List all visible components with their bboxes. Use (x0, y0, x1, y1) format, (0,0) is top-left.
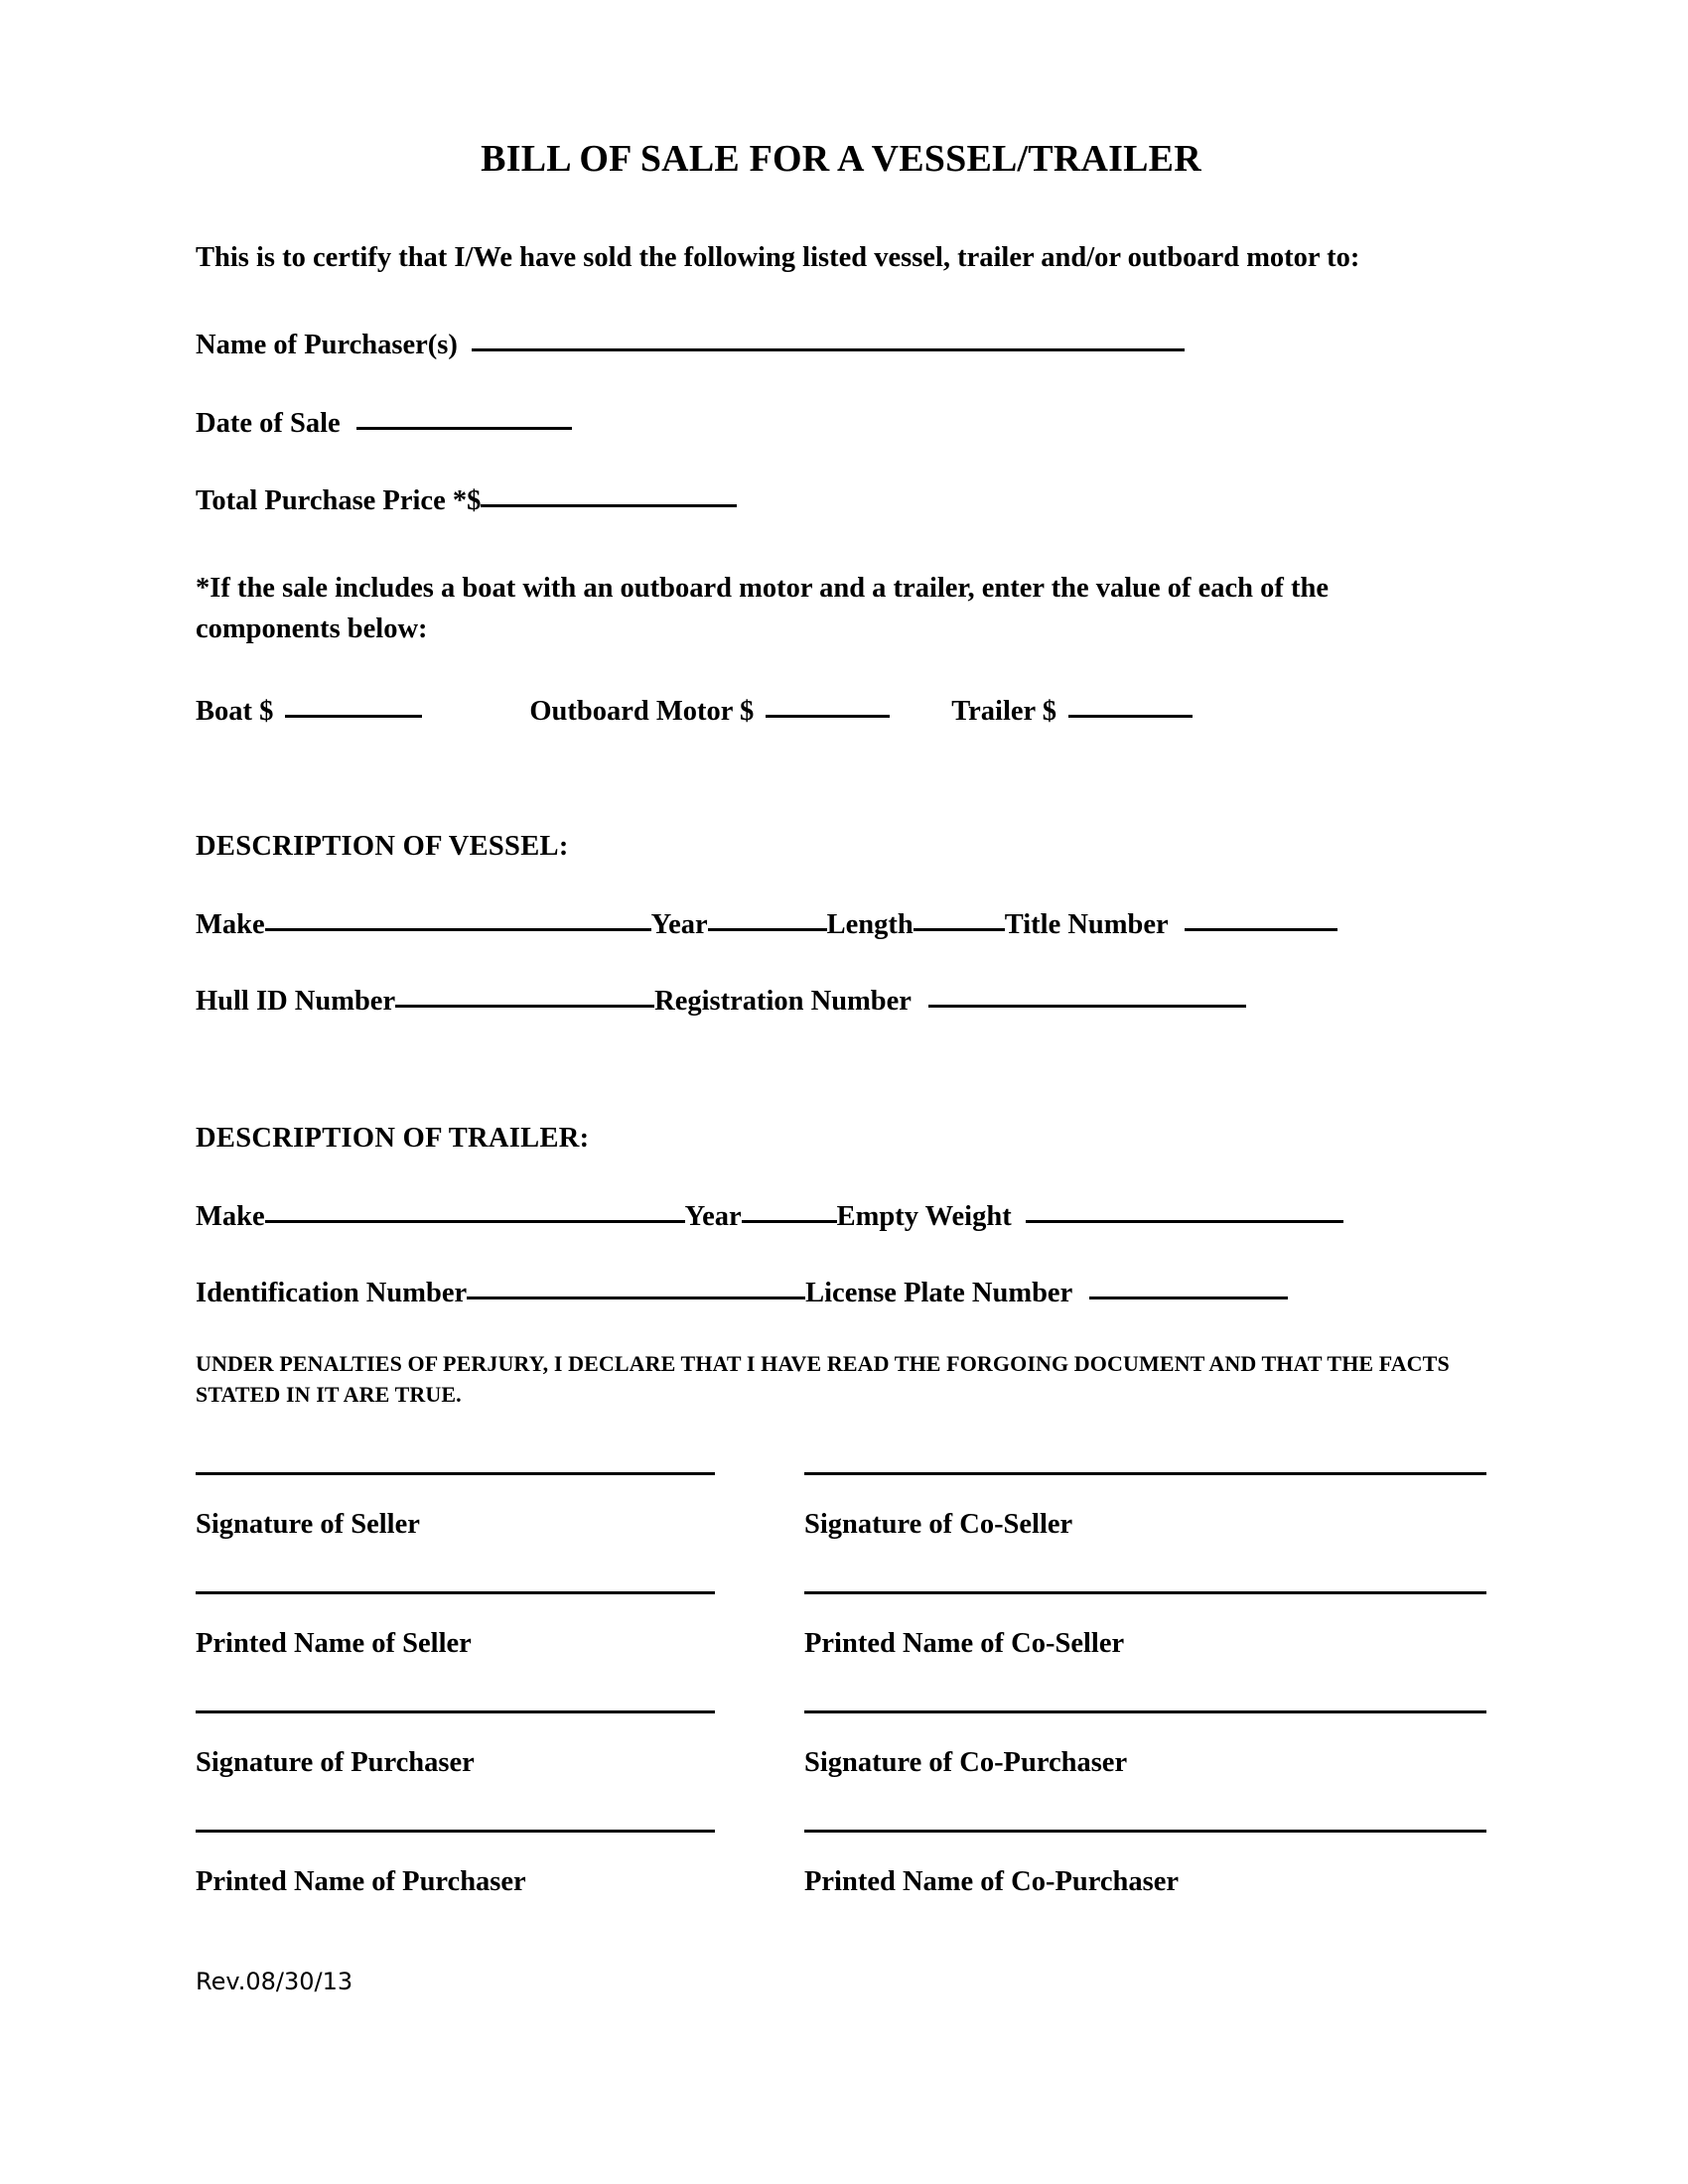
signature-cell (804, 1472, 1486, 1541)
signature-row (196, 1591, 1486, 1660)
field-row-trailer-make (196, 1198, 1486, 1236)
license-plate-input[interactable] (1089, 1297, 1288, 1299)
revision-footer: Rev.08/30/13 (196, 1967, 353, 1995)
purchaser-input[interactable] (472, 348, 1185, 351)
trailer-empty-weight-label: Empty Weight (836, 1200, 1012, 1232)
vessel-year-label: Year (650, 908, 708, 940)
signature-of-seller-input[interactable] (196, 1472, 715, 1475)
field-row-purchaser (196, 327, 1486, 364)
vessel-section-heading: DESCRIPTION OF VESSEL: (196, 830, 569, 862)
license-plate-label: License Plate Number (805, 1278, 1073, 1309)
field-row-trailer-identification (196, 1275, 1486, 1312)
printed-name-of-purchaser-input[interactable] (196, 1830, 715, 1833)
signature-of-co-purchaser-input[interactable] (804, 1710, 1486, 1713)
printed-name-of-co-purchaser-input[interactable] (804, 1830, 1486, 1833)
signature-row (196, 1472, 1486, 1541)
trailer-section-heading: DESCRIPTION OF TRAILER: (196, 1122, 590, 1154)
signature-of-purchaser-input[interactable] (196, 1710, 715, 1713)
boat-value-label: Boat $ (196, 696, 274, 728)
printed-name-of-co-seller-caption: Printed Name of Co-Seller (804, 1627, 1125, 1659)
boat-value-input[interactable] (285, 715, 422, 718)
signature-blocks (196, 1472, 1486, 1898)
printed-name-of-co-purchaser-caption: Printed Name of Co-Purchaser (804, 1865, 1180, 1897)
signature-of-co-seller-caption: Signature of Co-Seller (804, 1508, 1073, 1540)
vessel-make-input[interactable] (265, 928, 651, 931)
vessel-make-label: Make (196, 908, 265, 940)
vessel-year-input[interactable] (708, 928, 827, 931)
vessel-title-number-input[interactable] (1185, 928, 1337, 931)
trailer-identification-input[interactable] (467, 1297, 805, 1299)
vessel-title-number-label: Title Number (1004, 908, 1169, 940)
printed-name-of-purchaser-caption: Printed Name of Purchaser (196, 1865, 526, 1897)
trailer-make-input[interactable] (265, 1220, 685, 1223)
signature-cell (804, 1591, 1486, 1660)
signature-of-seller-caption: Signature of Seller (196, 1508, 420, 1540)
signature-cell (196, 1472, 804, 1541)
field-row-date-of-sale (196, 405, 1486, 443)
outboard-motor-value-label: Outboard Motor $ (529, 696, 755, 728)
date-of-sale-label: Date of Sale (196, 407, 341, 439)
trailer-year-label: Year (684, 1200, 742, 1232)
printed-name-of-co-seller-input[interactable] (804, 1591, 1486, 1594)
signature-cell (804, 1830, 1486, 1898)
printed-name-of-seller-caption: Printed Name of Seller (196, 1627, 472, 1659)
field-row-component-values (196, 693, 1486, 731)
signature-of-co-seller-input[interactable] (804, 1472, 1486, 1475)
signature-of-purchaser-caption: Signature of Purchaser (196, 1746, 475, 1778)
trailer-make-label: Make (196, 1200, 265, 1232)
trailer-year-input[interactable] (742, 1220, 837, 1223)
signature-cell (196, 1830, 804, 1898)
total-price-input[interactable] (481, 504, 737, 507)
perjury-statement: UNDER PENALTIES OF PERJURY, I DECLARE THAT I HAVE READ THE FORGOING DOCUMENT AND THAT THE FACTS STATED IN IT ARE TRUE. (196, 1351, 1450, 1408)
signature-row (196, 1830, 1486, 1898)
hull-id-label: Hull ID Number (196, 986, 396, 1018)
signature-cell (804, 1710, 1486, 1779)
signature-of-co-purchaser-caption: Signature of Co-Purchaser (804, 1746, 1128, 1778)
trailer-identification-label: Identification Number (196, 1278, 468, 1309)
vessel-length-input[interactable] (914, 928, 1005, 931)
date-of-sale-input[interactable] (356, 427, 572, 430)
field-row-hull-id (196, 983, 1486, 1021)
signature-row (196, 1710, 1486, 1779)
purchaser-label: Name of Purchaser(s) (196, 330, 458, 361)
trailer-value-label: Trailer $ (951, 696, 1057, 728)
outboard-motor-value-input[interactable] (766, 715, 890, 718)
field-row-vessel-make (196, 906, 1486, 944)
registration-number-input[interactable] (928, 1005, 1246, 1008)
vessel-length-label: Length (826, 908, 914, 940)
page-title: BILL OF SALE FOR A VESSEL/TRAILER (481, 138, 1201, 180)
signature-cell (196, 1591, 804, 1660)
components-note: *If the sale includes a boat with an outboard motor and a trailer, enter the value of each of the components below: (196, 573, 1330, 644)
trailer-empty-weight-input[interactable] (1026, 1220, 1343, 1223)
total-price-label: Total Purchase Price *$ (196, 485, 482, 517)
intro-paragraph: This is to certify that I/We have sold the following listed vessel, trailer and/or outboard motor to: (196, 241, 1360, 273)
field-row-total-price (196, 482, 1486, 520)
hull-id-input[interactable] (395, 1005, 654, 1008)
printed-name-of-seller-input[interactable] (196, 1591, 715, 1594)
signature-cell (196, 1710, 804, 1779)
registration-number-label: Registration Number (654, 986, 912, 1018)
document-body (196, 0, 1486, 1995)
trailer-value-input[interactable] (1068, 715, 1193, 718)
